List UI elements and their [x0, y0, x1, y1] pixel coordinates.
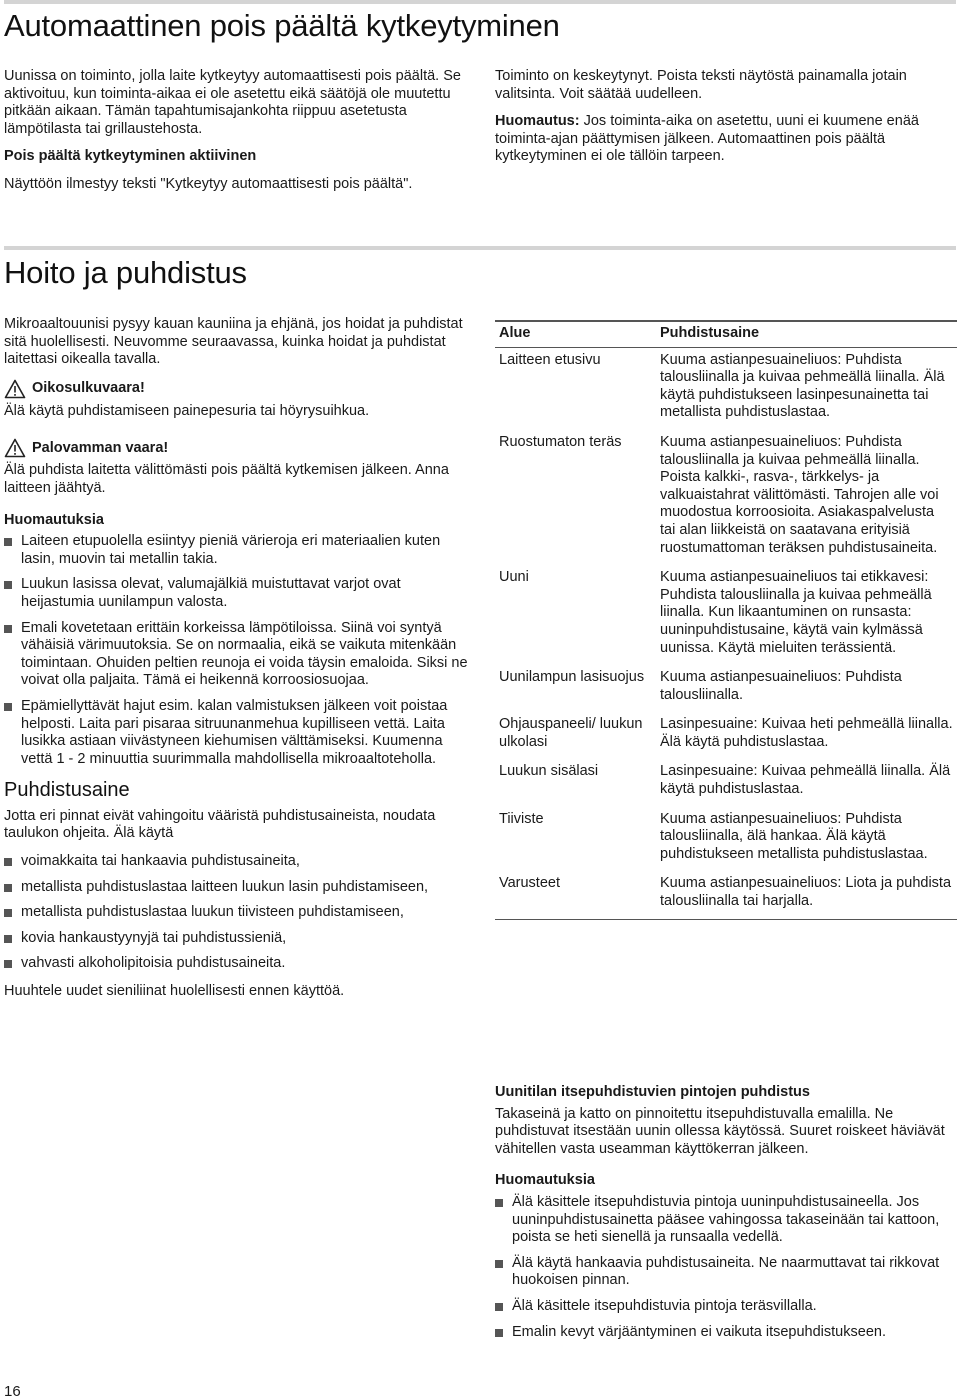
square-bullet-icon [4, 909, 12, 917]
table-row: Luukun sisälasi Lasinpesuaine: Kuivaa pehmeällä liinalla. Älä käytä puhdistuslastaa. [499, 763, 951, 798]
list-item: voimakkaita tai hankaavia puhdistusaineita, [4, 853, 469, 871]
auto-off-active-text: Näyttöön ilmestyy teksti "Kytkeytyy automaattisesti pois päältä". [4, 175, 413, 192]
auto-off-note [495, 113, 957, 166]
care-intro: Mikroaaltouunisi pysyy kauan kauniina ja ehjänä, jos hoidat ja puhdistat sitä huolellisesti. Neuvomme seuraavassa, kuinka hoidat ja puhdistat laitettasi oikealla tavalla. [4, 316, 463, 368]
care-right-column [495, 320, 957, 920]
column-header-cleaner: Puhdistusaine [656, 321, 957, 347]
square-bullet-icon [4, 884, 12, 892]
list-item: Älä käytä hankaavia puhdistusaineita. Ne naarmuttavat tai rikkovat huokoisen pinnan. [495, 1255, 957, 1290]
square-bullet-icon [4, 703, 12, 711]
warning-triangle-icon [4, 379, 26, 399]
cleaning-table [495, 320, 957, 920]
square-bullet-icon [495, 1199, 503, 1207]
self-clean-notes-heading: Huomautuksia [495, 1172, 595, 1189]
warning-burn [4, 438, 469, 458]
square-bullet-icon [4, 935, 12, 943]
square-bullet-icon [4, 625, 12, 633]
table-row: Ruostumaton teräs Kuuma astianpesuaineliuos: Puhdista talousliinalla ja kuivaa pehmeällä liinalla. Poista kalkki-, rasva-, tärkkelys- ja valkuaistahrat välittömästi. Tahrojen alle voi muodostua korroosioita. Asiakaspalvelusta tai alan liikkeistä on saatavana erityisiä ruostumattoman teräksen puhdistusaineita. [499, 433, 939, 556]
section-title-care: Hoito ja puhdistus [4, 255, 247, 290]
warning-text: Älä käytä puhdistamiseen painepesuria tai höyrysuihkua. [4, 402, 370, 419]
self-clean-heading: Uunitilan itsepuhdistuvien pintojen puhdistus [495, 1084, 810, 1100]
section-divider [4, 0, 956, 4]
auto-off-active-heading: Pois päältä kytkeytyminen aktiivinen [4, 148, 257, 165]
list-item: Luukun lasissa olevat, valumajälkiä muistuttavat varjot ovat heijastumia uunilampun valosta. [4, 576, 469, 611]
cleaner-list [4, 853, 469, 973]
square-bullet-icon [495, 1329, 503, 1337]
list-item: vahvasti alkoholipitoisia puhdistusaineita. [4, 955, 469, 973]
list-item: metallista puhdistuslastaa laitteen luukun lasin puhdistamiseen, [4, 879, 469, 897]
list-item: Laiteen etupuolella esiintyy pieniä värieroja eri materiaalien kuten lasin, muovin tai metallin takia. [4, 533, 469, 568]
table-row: Ohjauspaneeli/ luukun ulkolasi Lasinpesuaine: Kuivaa heti pehmeällä liinalla. Älä käytä puhdistuslastaa. [499, 716, 953, 750]
table-header-row [495, 321, 957, 347]
cleaner-intro: Jotta eri pinnat eivät vahingoitu vääristä puhdistusaineista, noudata taulukon ohjeita. Älä käytä [4, 807, 436, 842]
table-row: Uunilampun lasisuojus Kuuma astianpesuaineliuos: Puhdista talousliinalla. [499, 669, 902, 703]
note-text: Jos toiminta-aika on asetettu, uuni ei kuumene enää toiminta-ajan päättymisen jälkeen. Automaattinen pois päältä kytkeytyminen ei ole tällöin tarpeen. [495, 113, 919, 165]
self-clean-text: Takaseinä ja katto on pinnoitettu itsepuhdistuvalla emalilla. Ne puhdistuvat itsestään uunin ollessa käytössä. Suuret roiskeet häviävät vähitellen vasta useamman käyttökerran jälkeen. [495, 1105, 945, 1157]
self-clean-notes [495, 1194, 957, 1341]
square-bullet-icon [4, 538, 12, 546]
note-label: Huomautus: [495, 113, 580, 130]
warning-title: Oikosulkuvaara! [32, 379, 145, 396]
auto-off-intro: Uunissa on toiminto, jolla laite kytkeytyy automaattisesti pois päältä. Se aktivoituu, kun toiminta-aikaa ei ole asetettu eikä säätöjä ole muutettu pitkään aikaan. Tämän tapahtumisajankohta riippuu asetetusta lämpötilasta tai grillaustehosta. [4, 68, 461, 137]
square-bullet-icon [4, 581, 12, 589]
warning-text: Älä puhdista laitetta välittömästi pois päältä kytkemisen jälkeen. Anna laitteen jäähtyä. [4, 462, 449, 496]
table-row: Laitteen etusivu Kuuma astianpesuaineliuos: Puhdista talousliinalla ja kuivaa pehmeällä liinalla. Älä käytä puhdistukseen lasinpesunainetta tai metallista puhdistuslastaa. [499, 351, 945, 421]
cleaner-footer: Huuhtele uudet sieniliinat huolellisesti ennen käyttöä. [4, 983, 345, 1000]
column-header-area: Alue [495, 321, 656, 347]
warning-title: Palovamman vaara! [32, 439, 169, 456]
list-item: Älä käsittele itsepuhdistuvia pintoja uuninpuhdistusaineella. Jos uuninpuhdistusainetta pääsee vahingossa takaseinään tai kattoon, poista se heti sienellä ja runsaalla vedellä. [495, 1194, 957, 1247]
auto-off-left-column [4, 68, 469, 204]
warning-short-circuit [4, 379, 469, 399]
section-title-auto-off: Automaattinen pois päältä kytkeytyminen [4, 8, 560, 43]
page-number: 16 [4, 1383, 21, 1400]
self-clean-section [495, 1084, 957, 1351]
auto-off-right-column [495, 68, 957, 176]
table-row: Uuni Kuuma astianpesuaineliuos tai etikkavesi: Puhdista talousliinalla ja kuivaa pehmeällä liinalla. Kun likaantuminen on runsasta: uuninpuhdistusaine, käytä vain kylmässä uunissa. Käytä mieluiten terässientä. [499, 569, 932, 656]
table-row: Varusteet Kuuma astianpesuaineliuos: Liota ja puhdista talousliinalla tai harjalla. [495, 871, 957, 919]
care-left-column [4, 316, 469, 1011]
list-item: metallista puhdistuslastaa luukun tiivisteen puhdistamiseen, [4, 904, 469, 922]
list-item: Älä käsittele itsepuhdistuvia pintoja teräsvillalla. [495, 1298, 957, 1316]
list-item: Epämiellyttävät hajut esim. kalan valmistuksen jälkeen voit poistaa helposti. Laita pari pisaraa sitruunanmehua kupilliseen vettä. Laita lusikka astiaan viivästyneen kiehumisen välttämiseksi. Kuumenna vettä 1 - 2 minuuttia suurimmalla mahdollisella mikroaaltoteholla. [4, 698, 469, 768]
section-divider [4, 246, 956, 250]
square-bullet-icon [4, 858, 12, 866]
notes-heading: Huomautuksia [4, 511, 104, 528]
list-item: Emalin kevyt värjääntyminen ei vaikuta itsepuhdistukseen. [495, 1324, 957, 1342]
warning-triangle-icon [4, 438, 26, 458]
square-bullet-icon [495, 1260, 503, 1268]
notes-list [4, 533, 469, 768]
square-bullet-icon [495, 1303, 503, 1311]
square-bullet-icon [4, 960, 12, 968]
auto-off-right-text: Toiminto on keskeytynyt. Poista teksti näytöstä painamalla jotain valitsinta. Voit säätää uudelleen. [495, 68, 907, 102]
list-item: Emali kovetetaan erittäin korkeissa lämpötiloissa. Siinä voi syntyä vähäisiä värimuutoksia. Se on normaalia, eikä se vaikuta mitenkään toimintaan. Ohuiden peltien reunoja ei voida täysin emaloida. Siksi ne voivat olla paljaita. Tämä ei heikennä korroosiosuojaa. [4, 620, 469, 690]
list-item: kovia hankaustyynyjä tai puhdistussieniä, [4, 930, 469, 948]
table-row: Tiiviste Kuuma astianpesuaineliuos: Puhdista talousliinalla, älä hankaa. Älä käytä puhdistukseen metallista puhdistuslastaa. [499, 810, 928, 862]
cleaner-heading: Puhdistusaine [4, 779, 130, 802]
